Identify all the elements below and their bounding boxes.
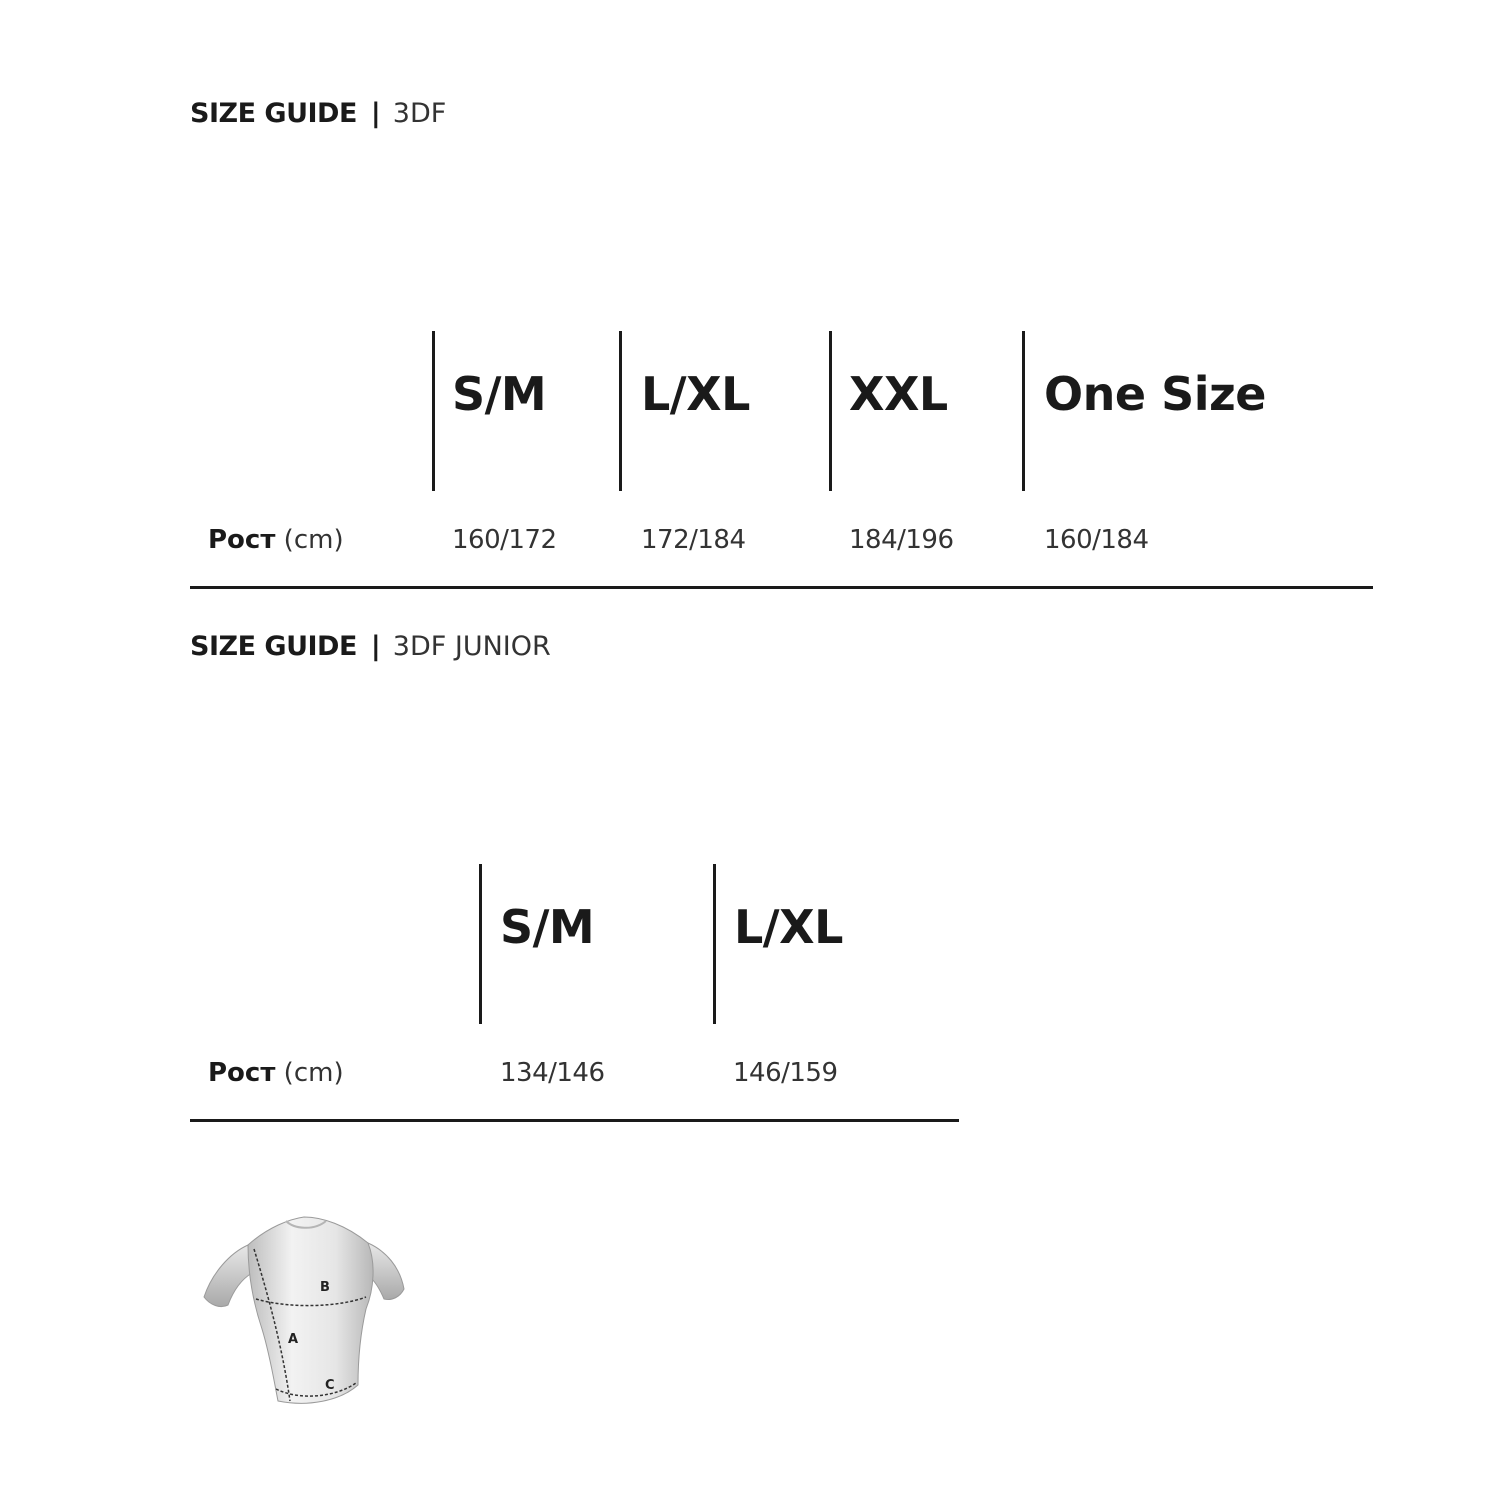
label-b: B xyxy=(320,1280,330,1295)
title-name: 3DF xyxy=(392,98,447,129)
torso-illustration xyxy=(190,1205,415,1420)
column-divider xyxy=(479,864,482,1024)
table-bottom-rule xyxy=(190,1119,959,1122)
height-value-lxl: 146/159 xyxy=(733,1058,838,1088)
size-header-lxl: L/XL xyxy=(734,900,843,954)
title-bold: SIZE GUIDE xyxy=(190,98,357,129)
torso-measurement-figure xyxy=(190,1205,415,1420)
row-label-height xyxy=(208,525,344,555)
column-divider xyxy=(829,331,832,491)
size-header-one-size: One Size xyxy=(1044,367,1266,421)
title-separator: | xyxy=(370,98,381,129)
size-header-sm: S/M xyxy=(452,367,547,421)
height-value-sm: 160/172 xyxy=(452,525,557,555)
column-divider xyxy=(1022,331,1025,491)
height-value-one-size: 160/184 xyxy=(1044,525,1149,555)
table-bottom-rule xyxy=(190,586,1373,589)
row-label-text: Рост xyxy=(208,525,276,555)
column-divider xyxy=(619,331,622,491)
column-divider xyxy=(432,331,435,491)
size-header-xxl: XXL xyxy=(849,367,948,421)
title-separator: | xyxy=(370,631,381,662)
row-label-unit: (cm) xyxy=(283,525,344,555)
height-value-lxl: 172/184 xyxy=(641,525,746,555)
title-name: 3DF JUNIOR xyxy=(392,631,551,662)
height-value-sm: 134/146 xyxy=(500,1058,605,1088)
section-title-3df-junior xyxy=(190,631,551,663)
row-label-unit: (cm) xyxy=(283,1058,344,1088)
label-a: A xyxy=(288,1332,299,1347)
row-label-height xyxy=(208,1058,344,1088)
label-c: C xyxy=(325,1378,335,1393)
row-label-text: Рост xyxy=(208,1058,276,1088)
column-divider xyxy=(713,864,716,1024)
title-bold: SIZE GUIDE xyxy=(190,631,357,662)
section-title-3df xyxy=(190,98,446,130)
size-header-lxl: L/XL xyxy=(641,367,750,421)
size-header-sm: S/M xyxy=(500,900,595,954)
height-value-xxl: 184/196 xyxy=(849,525,954,555)
